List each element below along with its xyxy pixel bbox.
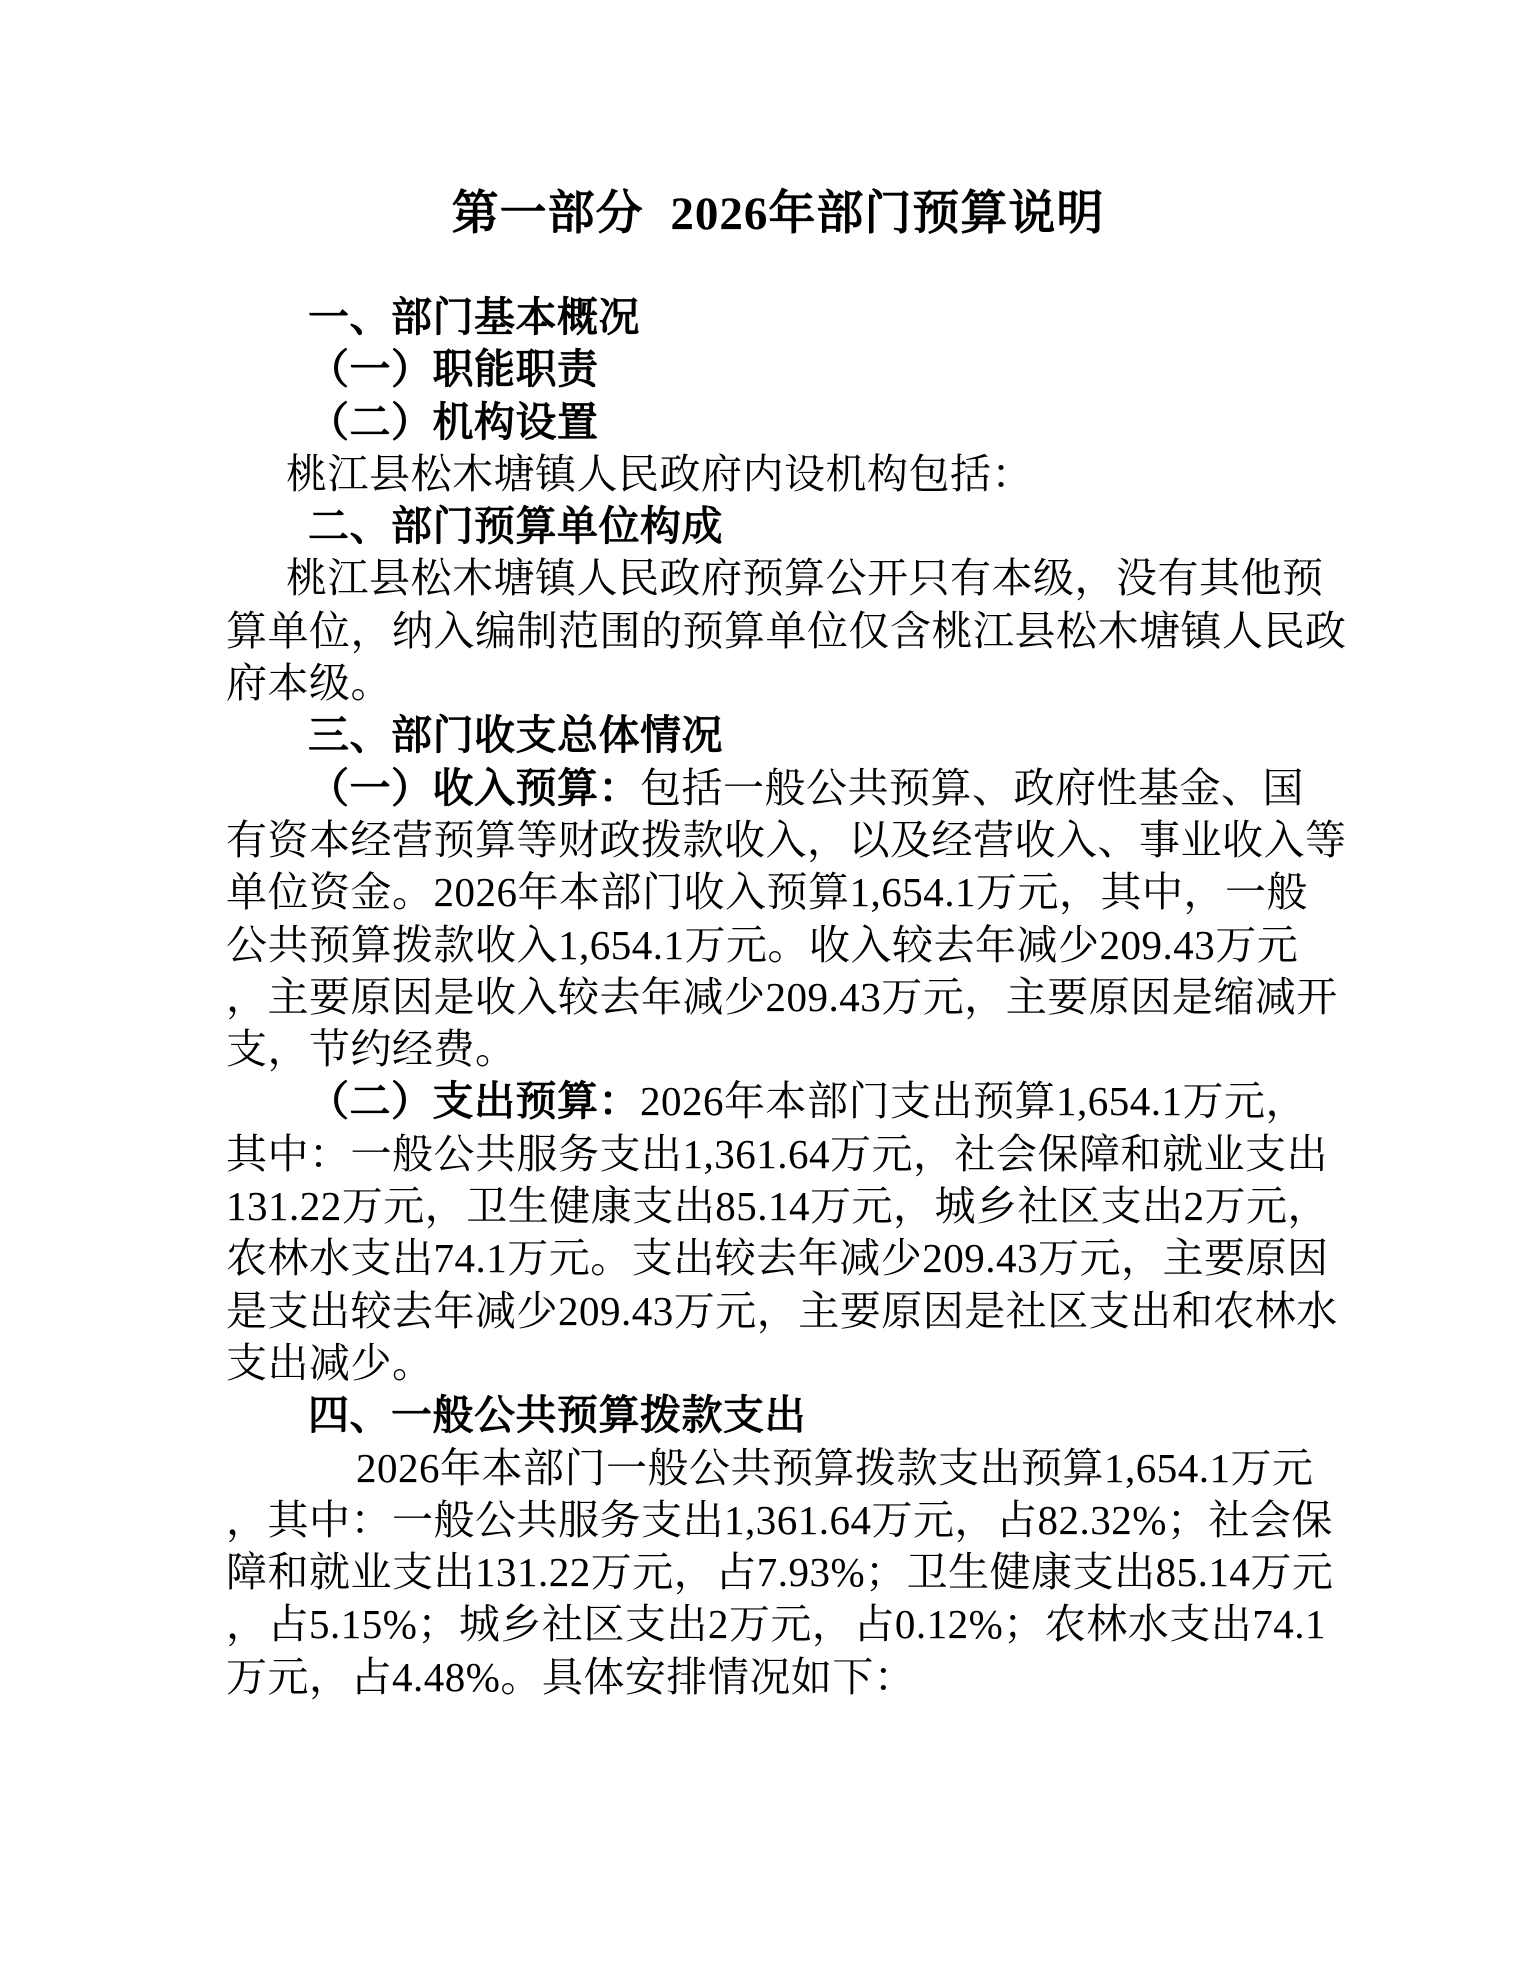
- text-line: [308, 709, 1330, 761]
- text-line: [226, 1128, 1330, 1180]
- text-line: [308, 1075, 1330, 1127]
- text-line: [308, 762, 1330, 814]
- text-line: [226, 814, 1347, 866]
- text-line: [286, 448, 1330, 500]
- text-segment-bold: 二、部门预算单位构成: [308, 503, 723, 550]
- text-line: [226, 1546, 1334, 1598]
- text-line: [226, 605, 1347, 657]
- text-segment: 障和就业支出131.22万元，占7.93%；卫生健康支出85.14万元: [226, 1549, 1334, 1596]
- text-line: [226, 1180, 1330, 1232]
- text-segment: 桃江县松木塘镇人民政府内设机构包括：: [286, 450, 1033, 497]
- text-segment: 万元，占4.48%。具体安排情况如下：: [226, 1653, 916, 1700]
- text-line: [226, 1285, 1338, 1337]
- text-line: [226, 1023, 1330, 1075]
- text-segment: 公共预算拨款收入1,654.1万元。收入较去年减少209.43万元: [226, 921, 1299, 968]
- text-line: [308, 1389, 1330, 1441]
- text-line: [226, 1337, 1330, 1389]
- text-line: [286, 552, 1330, 604]
- text-segment: 府本级。: [226, 660, 392, 707]
- text-segment: 其中：一般公共服务支出1,361.64万元，社会保障和就业支出: [226, 1130, 1328, 1177]
- text-line: [226, 1651, 1330, 1703]
- text-line: [226, 866, 1330, 918]
- text-line: [356, 1442, 1330, 1494]
- text-segment-bold: 三、部门收支总体情况: [308, 712, 723, 759]
- text-segment-bold: （二）支出预算：: [308, 1078, 640, 1125]
- text-segment-bold: （二）机构设置: [308, 398, 599, 445]
- text-segment: 支，节约经费。: [226, 1026, 517, 1073]
- text-line: [226, 919, 1330, 971]
- document-title: 第一部分 2026年部门预算说明: [451, 188, 1105, 240]
- document-body: [226, 291, 1347, 1703]
- text-line: [226, 1598, 1330, 1650]
- text-segment: ，占5.15%；城乡社区支出2万元，占0.12%；农林水支出74.1: [226, 1601, 1327, 1648]
- text-segment-bold: 四、一般公共预算拨款支出: [308, 1392, 806, 1439]
- text-line: [226, 971, 1338, 1023]
- text-line: [308, 343, 1330, 395]
- text-line: [226, 1494, 1333, 1546]
- text-segment: 131.22万元，卫生健康支出85.14万元，城乡社区支出2万元，: [226, 1183, 1329, 1230]
- text-segment: ，主要原因是收入较去年减少209.43万元，主要原因是缩减开: [226, 973, 1338, 1020]
- text-segment: 单位资金。2026年本部门收入预算1,654.1万元，其中，一般: [226, 869, 1308, 916]
- text-segment: 支出减少。: [226, 1339, 434, 1386]
- text-segment: 有资本经营预算等财政拨款收入，以及经营收入、事业收入等: [226, 816, 1347, 863]
- text-segment: 包括一般公共预算、政府性基金、国: [640, 764, 1304, 811]
- text-line: [308, 291, 1330, 343]
- text-segment: 桃江县松木塘镇人民政府预算公开只有本级，没有其他预: [286, 555, 1324, 602]
- text-segment: 2026年本部门一般公共预算拨款支出预算1,654.1万元: [356, 1444, 1314, 1491]
- text-segment-bold: （一）收入预算：: [308, 764, 640, 811]
- text-line: [308, 396, 1330, 448]
- text-segment-bold: 一、部门基本概况: [308, 294, 640, 340]
- text-line: [308, 500, 1330, 552]
- text-segment: 2026年本部门支出预算1,654.1万元，: [640, 1078, 1307, 1125]
- text-line: [226, 1232, 1330, 1284]
- text-segment: 是支出较去年减少209.43万元，主要原因是社区支出和农林水: [226, 1287, 1338, 1334]
- text-line: [226, 657, 1330, 709]
- text-segment: 农林水支出74.1万元。支出较去年减少209.43万元，主要原因: [226, 1235, 1329, 1282]
- text-segment: 算单位，纳入编制范围的预算单位仅含桃江县松木塘镇人民政: [226, 607, 1347, 654]
- text-segment: ，其中：一般公共服务支出1,361.64万元，占82.32%；社会保: [226, 1496, 1333, 1543]
- text-segment-bold: （一）职能职责: [308, 346, 599, 393]
